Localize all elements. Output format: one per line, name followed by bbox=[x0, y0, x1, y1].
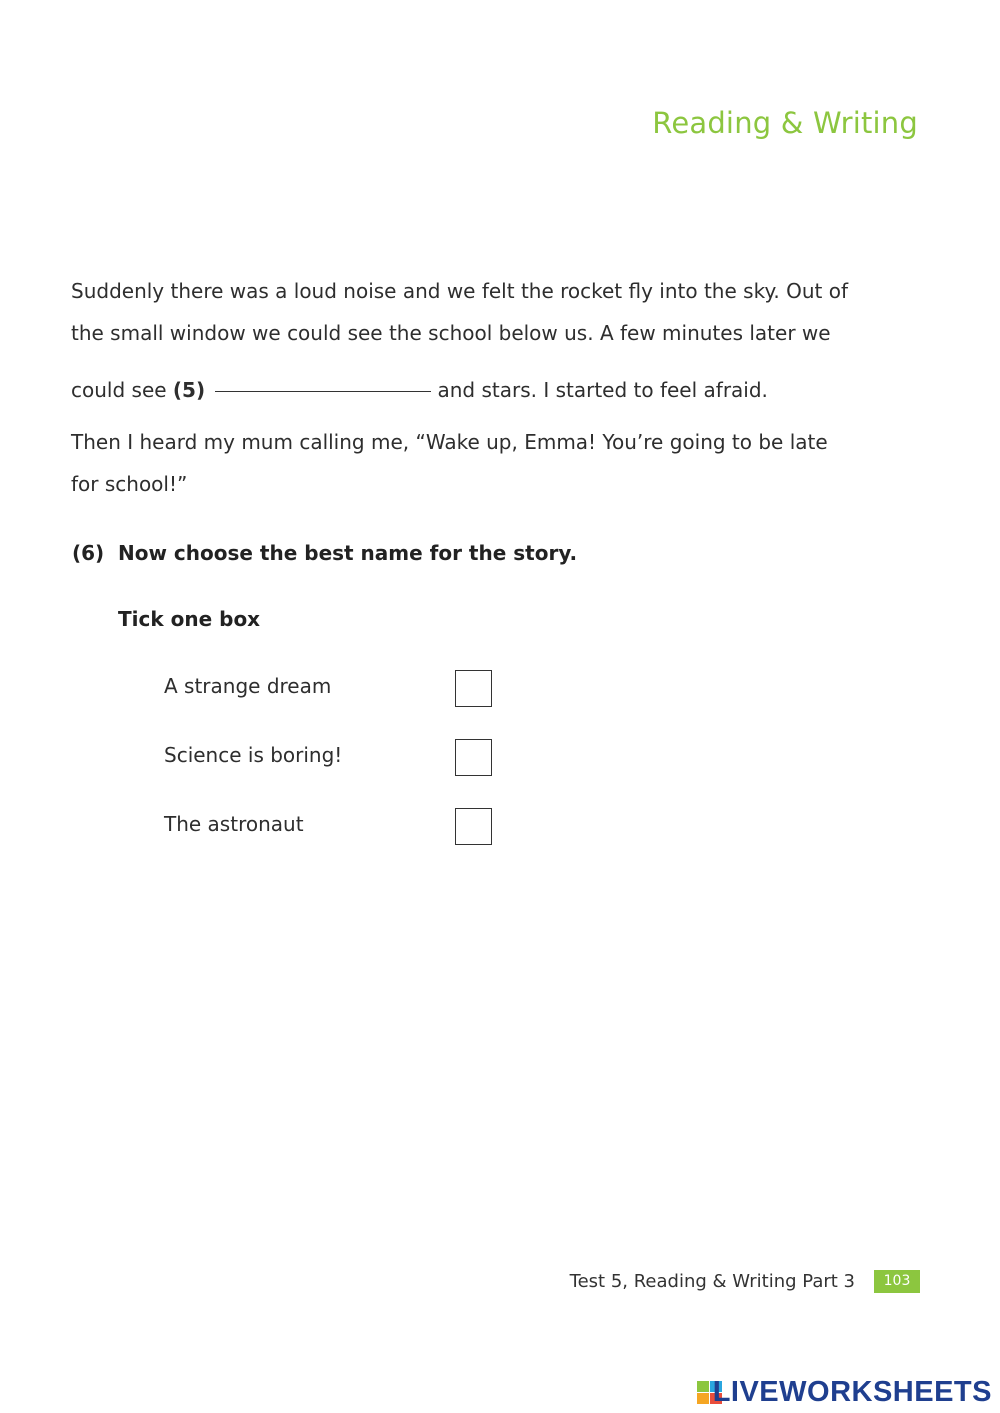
question-number: (6) bbox=[72, 541, 105, 565]
option-label: A strange dream bbox=[164, 674, 332, 698]
option-label: Science is boring! bbox=[164, 743, 343, 767]
answer-blank-5[interactable] bbox=[215, 390, 431, 392]
page-heading: Reading & Writing bbox=[652, 106, 918, 140]
story-line-3 bbox=[71, 378, 768, 402]
story-line-3-start: could see bbox=[71, 378, 167, 402]
story-line-4: Then I heard my mum calling me, “Wake up, Emma! You’re going to be late bbox=[71, 430, 828, 454]
brand-name: LIVEWORKSHEETS bbox=[712, 1376, 992, 1408]
option-checkbox[interactable] bbox=[455, 670, 492, 707]
footer-label: Test 5, Reading & Writing Part 3 bbox=[569, 1271, 855, 1292]
option-label: The astronaut bbox=[164, 812, 304, 836]
page-number: 103 bbox=[874, 1270, 920, 1293]
story-line-5: for school!” bbox=[71, 472, 188, 496]
story-line-1: Suddenly there was a loud noise and we felt the rocket fly into the sky. Out of bbox=[71, 279, 849, 303]
question-text: Now choose the best name for the story. bbox=[118, 541, 578, 565]
option-checkbox[interactable] bbox=[455, 808, 492, 845]
option-checkbox[interactable] bbox=[455, 739, 492, 776]
gap-label: (5) bbox=[172, 378, 206, 402]
instruction: Tick one box bbox=[118, 607, 261, 631]
question-6 bbox=[72, 541, 577, 565]
story-line-2: the small window we could see the school below us. A few minutes later we bbox=[71, 321, 831, 345]
story-line-3-end: and stars. I started to feel afraid. bbox=[437, 378, 768, 402]
